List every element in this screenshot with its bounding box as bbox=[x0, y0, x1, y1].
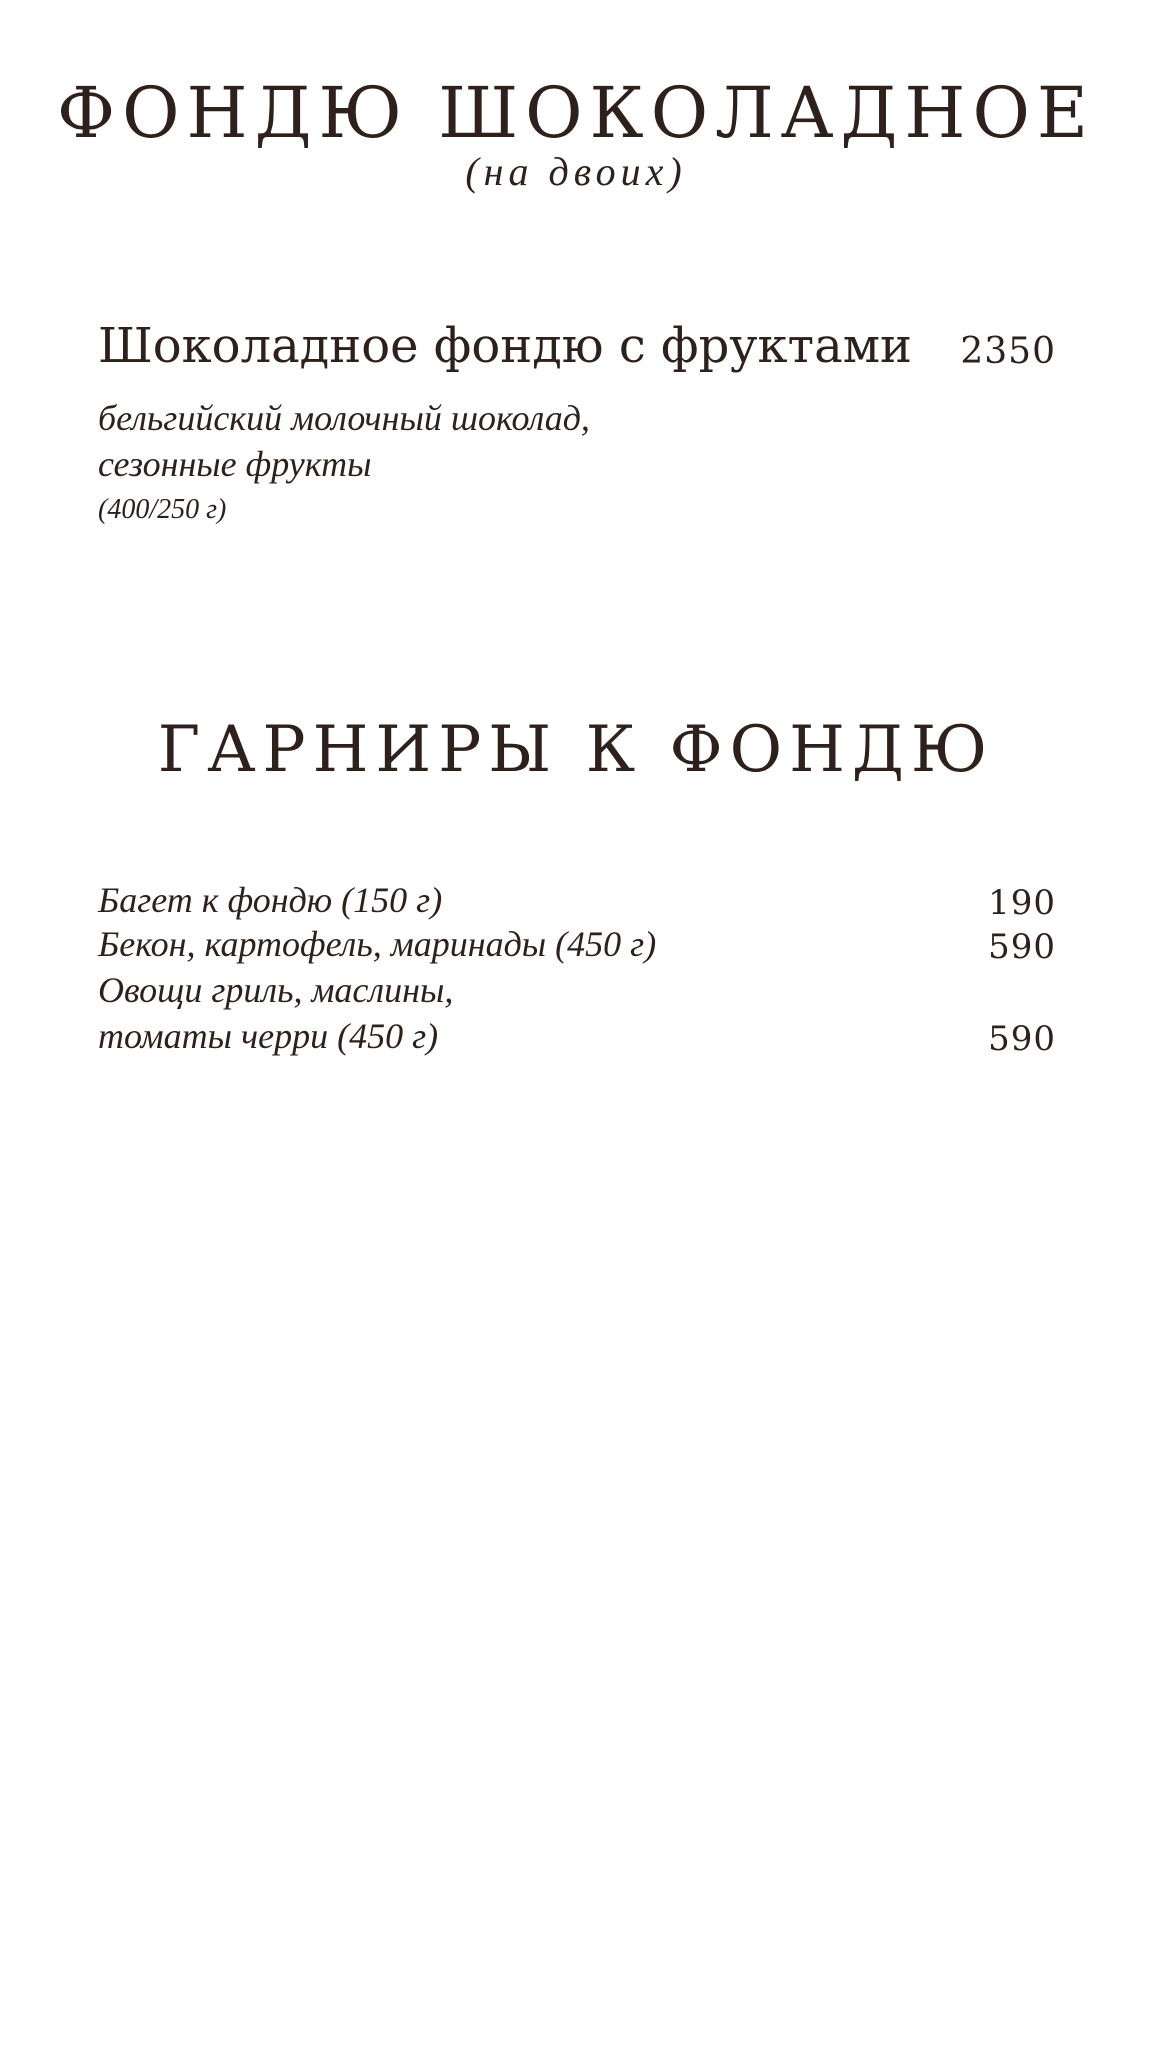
menu-item-description: бельгийский молочный шоколад, bbox=[98, 398, 590, 438]
section-title-fondue-sides: ГАРНИРЫ К ФОНДЮ bbox=[157, 713, 995, 787]
section-title-chocolate-fondue: ФОНДЮ ШОКОЛАДНОЕ bbox=[57, 72, 1095, 154]
side-item-name: томаты черри (450 г) bbox=[98, 1016, 439, 1056]
side-item-name: Багет к фондю (150 г) bbox=[98, 880, 443, 920]
side-item-price: 190 bbox=[988, 883, 1056, 923]
section-subtitle: (на двоих) bbox=[465, 149, 687, 194]
side-item-name: Овощи гриль, маслины, bbox=[98, 970, 454, 1010]
side-item-price: 590 bbox=[988, 927, 1056, 967]
side-item-name: Бекон, картофель, маринады (450 г) bbox=[98, 924, 657, 964]
side-item-price: 590 bbox=[988, 1019, 1056, 1059]
menu-item-weight: (400/250 г) bbox=[98, 494, 227, 525]
menu-item-name: Шоколадное фондю с фруктами bbox=[98, 318, 913, 374]
menu-item-price: 2350 bbox=[960, 331, 1056, 372]
menu-item-description: сезонные фрукты bbox=[98, 444, 372, 484]
